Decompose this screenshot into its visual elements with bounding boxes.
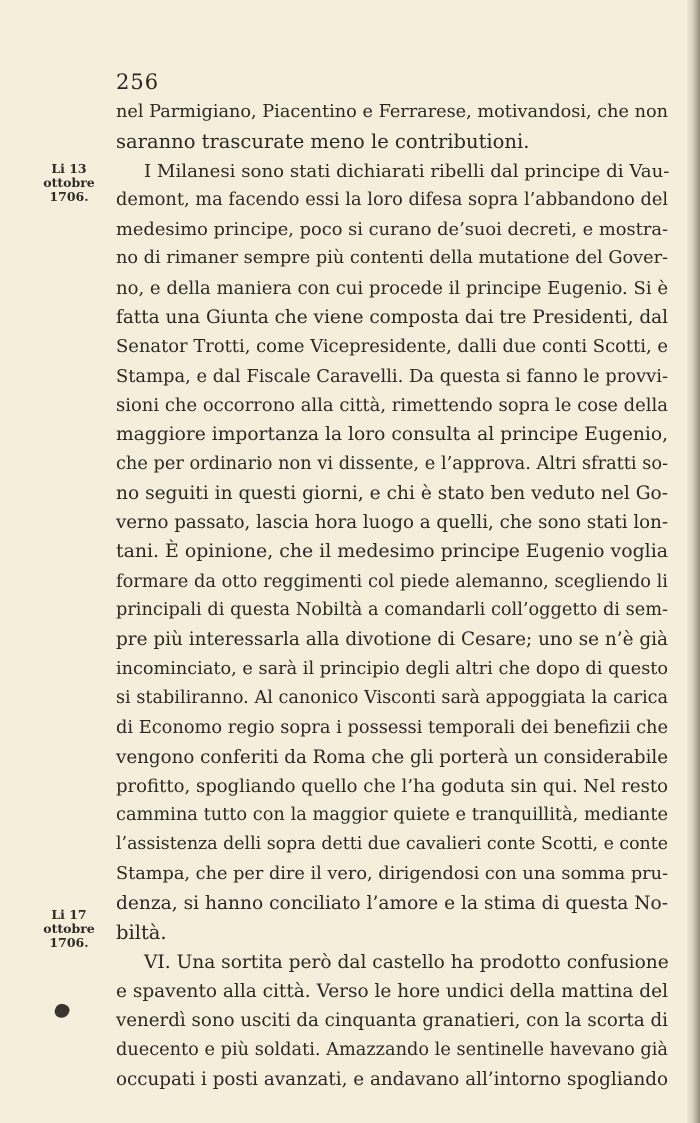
text-line: denza, si hanno conciliato l’amore e la stima di questa No- xyxy=(116,893,668,915)
text-line: verno passato, lascia hora luogo a quelli, che sono stati lon- xyxy=(116,512,668,534)
text-line: di Economo regio sopra i possessi temporali dei benefizii che xyxy=(116,717,669,739)
text-line: medesimo principe, poco si curano de’suoi decreti, e mostra- xyxy=(116,219,668,241)
text-line: tani. È opinione, che il medesimo principe Eugenio voglia xyxy=(116,540,668,563)
page-edge-shadow xyxy=(686,0,700,1123)
text-line: fatta una Giunta che viene composta dai tre Presidenti, dal xyxy=(116,307,668,329)
text-line: incominciato, e sarà il principio degli altri che dopo di questo xyxy=(116,658,668,679)
text-line: saranno trascurate meno le contributioni. xyxy=(116,130,530,154)
page-number: 256 xyxy=(116,70,160,94)
text-line: VI. Una sortita però dal castello ha prodotto confusione xyxy=(144,951,669,973)
text-line: Senator Trotti, come Vicepresidente, dalli due conti Scotti, e xyxy=(116,336,668,358)
text-line: duecento e più soldati. Amazzando le sentinelle havevano già xyxy=(116,1039,668,1060)
text-line: Stampa, e dal Fiscale Caravelli. Da questa si fanno le provvi- xyxy=(116,365,668,387)
text-line: venerdì sono usciti da cinquanta granatieri, con la scorta di xyxy=(116,1010,668,1032)
text-line: formare da otto reggimenti col piede alemanno, scegliendo li xyxy=(116,570,668,592)
margin-note-line: Li 17 xyxy=(51,907,87,922)
text-line: demont, ma facendo essi la loro difesa sopra l’abbandono del xyxy=(116,189,668,210)
margin-note-line: 1706. xyxy=(49,935,89,950)
text-line: no seguiti in questi giorni, e chi è stato ben veduto nel Go- xyxy=(116,482,668,504)
text-line: nel Parmigiano, Piacentino e Ferrarese, motivandosi, che non xyxy=(116,102,668,122)
text-line: occupati i posti avanzati, e andavano all’intorno spogliando xyxy=(116,1068,668,1090)
text-line: biltà. xyxy=(116,921,167,945)
body-text xyxy=(116,98,668,1094)
margin-note-line: ottobre xyxy=(43,921,95,936)
text-line: e spavento alla città. Verso le hore undici della mattina del xyxy=(116,980,668,1002)
margin-note-line: ottobre xyxy=(43,175,95,190)
text-line: sioni che occorrono alla città, rimettendo sopra le cose della xyxy=(116,394,668,416)
text-line: maggiore importanza la loro consulta al principe Eugenio, xyxy=(116,424,668,446)
text-line: profitto, spogliando quello che l’ha goduta sin qui. Nel resto xyxy=(116,775,668,797)
margin-note-date-2 xyxy=(38,908,100,950)
text-line: l’assistenza delli sopra detti due cavalieri conte Scotti, e conte xyxy=(116,834,668,855)
margin-note-line: 1706. xyxy=(49,189,89,204)
margin-note-date-1 xyxy=(38,162,100,204)
text-line: vengono conferiti da Roma che gli porterà un considerabile xyxy=(116,746,669,768)
text-line: cammina tutto con la maggior quiete e tranquillità, mediante xyxy=(116,805,668,826)
text-line: si stabiliranno. Al canonico Visconti sarà appoggiata la carica xyxy=(116,687,668,708)
text-line: no, e della maniera con cui procede il principe Eugenio. Si è xyxy=(116,277,668,299)
text-line: pre più interessarla alla divotione di Cesare; uno se n’è già xyxy=(116,629,668,651)
text-line: I Milanesi sono stati dichiarati ribelli dal principe di Vau- xyxy=(144,160,670,182)
text-line: che per ordinario non vi dissente, e l’approva. Altri sfratti so- xyxy=(116,453,668,474)
text-line: principali di questa Nobiltà a comandarli coll’oggetto di sem- xyxy=(116,600,668,621)
text-line: no di rimaner sempre più contenti della mutatione del Gover- xyxy=(116,248,668,269)
ink-blot-mark xyxy=(53,1002,71,1020)
margin-note-line: Li 13 xyxy=(51,161,87,176)
text-line: Stampa, che per dire il vero, dirigendosi con una somma pru- xyxy=(116,863,668,884)
